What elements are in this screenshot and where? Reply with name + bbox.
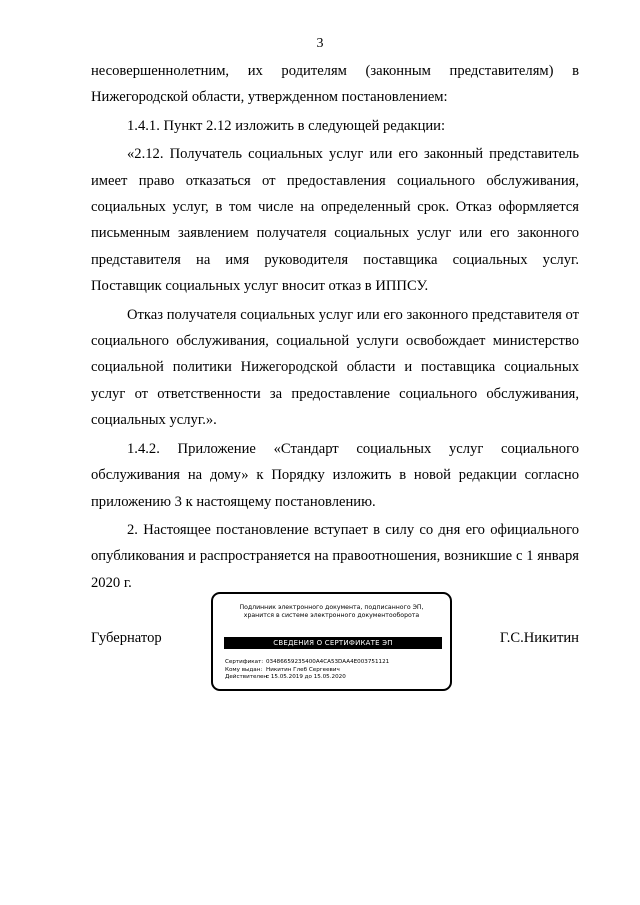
paragraph-continuation: несовершеннолетним, их родителям (законным представителям) в Нижегородской области, утвержденном постановлением:: [91, 63, 579, 106]
page-number: 3: [316, 36, 324, 51]
stamp-header-line-2: хранится в системе электронного документооборота: [243, 612, 420, 619]
signatory-name: Г.С.Никитин: [499, 630, 579, 646]
stamp-certificate-label: Сертификат:: [225, 659, 264, 665]
electronic-signature-stamp: [211, 592, 452, 691]
paragraph-refusal: Отказ получателя социальных услуг или его законного представителя от социального обслуживания, социальной услуги освобождает министерство социальной политики Нижегородской области и поставщика социальных услуг от ответственности за предоставление социального обслуживания, социальных услуг.».: [91, 306, 579, 429]
signature-block: [0, 592, 640, 702]
stamp-certificate-value: 03486659235400A4CA53DAA4E003751121: [266, 659, 390, 665]
stamp-validity-row: [225, 674, 389, 682]
signatory-position: Губернатор: [91, 630, 162, 646]
stamp-certificate-row: [225, 659, 389, 667]
stamp-validity-value: с 15.05.2019 до 15.05.2020: [266, 674, 346, 681]
document-body: [91, 58, 579, 596]
paragraph-item-1-4-2: 1.4.2. Приложение «Стандарт социальных услуг социального обслуживания на дому» к Порядку изложить в новой редакции согласно приложению 3 к настоящему постановлению.: [91, 440, 579, 510]
stamp-header: [213, 604, 450, 620]
paragraph-item-2-12: «2.12. Получатель социальных услуг или его законный представитель имеет право отказаться от предоставления социального обслуживания, социальных услуг, в том числе на определенный срок. Отказ оформляется письменным заявлением получателя социальных услуг или его законного представителя на имя руководителя поставщика социальных услуг. Поставщик социальных услуг вносит отказ в ИППСУ.: [91, 146, 579, 295]
stamp-certificate-bar: СВЕДЕНИЯ О СЕРТИФИКАТЕ ЭП: [224, 637, 442, 649]
stamp-issued-to-label: Кому выдан:: [225, 666, 263, 673]
stamp-validity-label: Действителен:: [225, 674, 269, 681]
stamp-header-line-1: Подлинник электронного документа, подписанного ЭП,: [239, 604, 424, 611]
stamp-details: [225, 659, 389, 682]
paragraph-item-2: 2. Настоящее постановление вступает в силу со дня его официального опубликования и распространяется на правоотношения, возникшие с 1 января 2020 г.: [91, 521, 579, 591]
paragraph-item-1-4-1: 1.4.1. Пункт 2.12 изложить в следующей редакции:: [127, 117, 446, 134]
stamp-issued-to-value: Никитин Глеб Сергеевич: [266, 666, 340, 673]
